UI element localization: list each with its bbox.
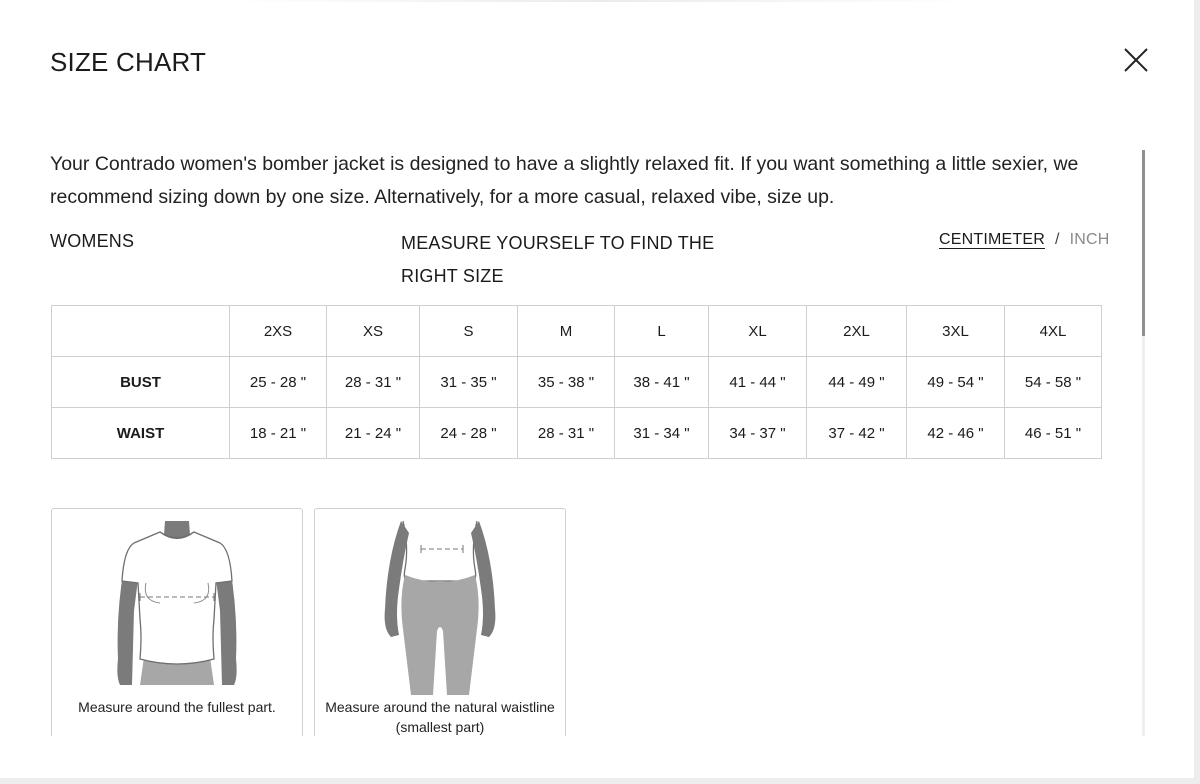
modal-bottom-edge bbox=[0, 736, 1194, 778]
size-header: M bbox=[518, 306, 615, 357]
size-header: 2XS bbox=[230, 306, 327, 357]
bust-guide-caption: Measure around the fullest part. bbox=[78, 699, 276, 715]
table-cell: 41 - 44 " bbox=[709, 357, 807, 408]
table-cell: 46 - 51 " bbox=[1005, 408, 1102, 459]
size-header: XS bbox=[327, 306, 420, 357]
table-cell: 18 - 21 " bbox=[230, 408, 327, 459]
size-header: XL bbox=[709, 306, 807, 357]
table-cell: 31 - 35 " bbox=[420, 357, 518, 408]
scrollbar-thumb[interactable] bbox=[1142, 150, 1145, 336]
table-cell: 54 - 58 " bbox=[1005, 357, 1102, 408]
table-cell: 28 - 31 " bbox=[327, 357, 420, 408]
size-header-row bbox=[52, 306, 1102, 357]
size-header: S bbox=[420, 306, 518, 357]
table-cell: 42 - 46 " bbox=[907, 408, 1005, 459]
table-row-bust bbox=[52, 357, 1102, 408]
waist-guide-card bbox=[314, 508, 566, 760]
top-shadow bbox=[220, 0, 980, 2]
row-label: WAIST bbox=[52, 408, 230, 459]
table-cell: 37 - 42 " bbox=[807, 408, 907, 459]
table-cell: 25 - 28 " bbox=[230, 357, 327, 408]
table-cell: 34 - 37 " bbox=[709, 408, 807, 459]
table-cell: 28 - 31 " bbox=[518, 408, 615, 459]
table-cell: 49 - 54 " bbox=[907, 357, 1005, 408]
page-title: SIZE CHART bbox=[50, 47, 207, 77]
section-label: WOMENS bbox=[50, 231, 135, 251]
size-header: L bbox=[615, 306, 709, 357]
table-cell: 31 - 34 " bbox=[615, 408, 709, 459]
size-header: 2XL bbox=[807, 306, 907, 357]
close-icon bbox=[1116, 40, 1156, 80]
table-cell: 38 - 41 " bbox=[615, 357, 709, 408]
close-button[interactable] bbox=[1116, 40, 1156, 80]
unit-inch[interactable]: INCH bbox=[1069, 231, 1110, 248]
intro-text: Your Contrado women's bomber jacket is designed to have a slightly relaxed fit. If you want something a little sexier, we recommend sizing down by one size. Alternatively, for a more casual, relaxed vibe, size up. bbox=[50, 153, 1079, 208]
unit-separator: / bbox=[1055, 231, 1060, 248]
size-header: 4XL bbox=[1005, 306, 1102, 357]
table-row-waist bbox=[52, 408, 1102, 459]
waist-measure-icon bbox=[365, 519, 515, 695]
corner-cell bbox=[52, 306, 230, 357]
bust-measure-icon bbox=[102, 519, 252, 695]
unit-centimeter[interactable]: CENTIMETER bbox=[939, 231, 1045, 248]
table-cell: 21 - 24 " bbox=[327, 408, 420, 459]
size-header: 3XL bbox=[907, 306, 1005, 357]
table-cell: 35 - 38 " bbox=[518, 357, 615, 408]
unit-toggle bbox=[939, 231, 1110, 249]
measure-label: MEASURE YOURSELF TO FIND THE RIGHT SIZE bbox=[401, 233, 715, 286]
bust-guide-card bbox=[51, 508, 303, 760]
table-cell: 24 - 28 " bbox=[420, 408, 518, 459]
table-cell: 44 - 49 " bbox=[807, 357, 907, 408]
waist-guide-caption: Measure around the natural waistline (smallest part) bbox=[325, 699, 555, 735]
size-table bbox=[51, 305, 1102, 459]
row-label: BUST bbox=[52, 357, 230, 408]
